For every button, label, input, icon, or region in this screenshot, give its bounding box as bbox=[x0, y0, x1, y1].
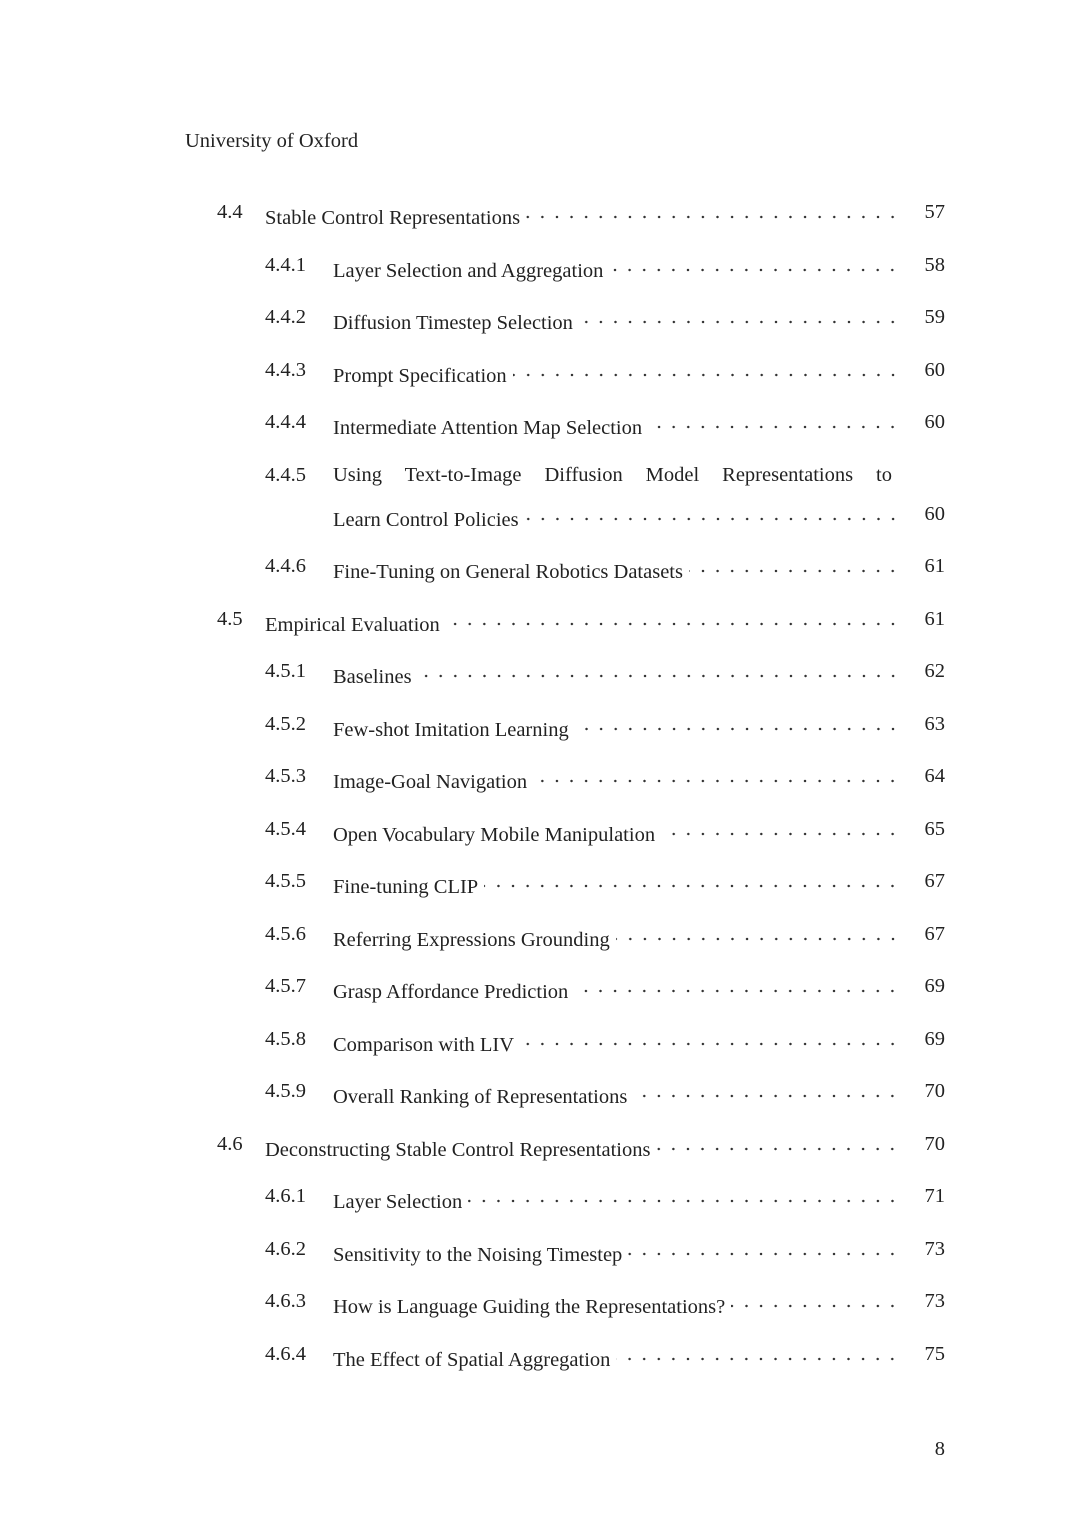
entry-body bbox=[333, 1237, 900, 1267]
dot-leader bbox=[526, 200, 900, 224]
dot-leader bbox=[628, 1237, 900, 1261]
toc-entry[interactable] bbox=[0, 1237, 1080, 1266]
entry-title[interactable]: Layer Selection and Aggregation bbox=[333, 259, 604, 282]
toc-entry[interactable] bbox=[0, 463, 1080, 531]
entry-body bbox=[333, 974, 900, 1004]
section-number: 4.6.2 bbox=[265, 1237, 306, 1260]
entry-page-number[interactable]: 59 bbox=[924, 306, 945, 328]
section-number: 4.5.6 bbox=[265, 922, 306, 945]
entry-body bbox=[265, 200, 900, 230]
entry-body bbox=[333, 358, 900, 388]
toc-entry[interactable] bbox=[0, 410, 1080, 439]
entry-page-number[interactable]: 70 bbox=[924, 1132, 945, 1155]
entry-body bbox=[333, 410, 900, 440]
entry-body bbox=[333, 1079, 900, 1109]
entry-title[interactable]: Stable Control Representations bbox=[265, 207, 521, 229]
section-number: 4.6.3 bbox=[265, 1290, 306, 1312]
dot-leader bbox=[633, 1079, 900, 1103]
entry-title[interactable]: Image-Goal Navigation bbox=[333, 771, 528, 793]
dot-leader bbox=[525, 502, 900, 526]
dot-leader bbox=[616, 1342, 900, 1366]
dot-leader bbox=[533, 764, 900, 788]
section-number: 4.5.9 bbox=[265, 1080, 306, 1102]
dot-leader bbox=[520, 1027, 900, 1051]
entry-title[interactable]: Intermediate Attention Map Selection bbox=[333, 417, 643, 439]
entry-title[interactable]: Grasp Affordance Prediction bbox=[333, 981, 569, 1003]
entry-body bbox=[333, 659, 900, 689]
dot-leader bbox=[609, 253, 900, 277]
entry-body bbox=[265, 607, 900, 637]
toc-entry[interactable] bbox=[0, 974, 1080, 1003]
entry-body bbox=[265, 1132, 900, 1162]
entry-body bbox=[333, 1184, 900, 1214]
dot-leader bbox=[656, 1132, 900, 1156]
entry-body bbox=[333, 253, 900, 283]
entry-page-number[interactable]: 67 bbox=[924, 870, 945, 892]
dot-leader bbox=[418, 659, 900, 683]
section-number: 4.5.5 bbox=[265, 870, 306, 892]
entry-title[interactable]: Overall Ranking of Representations bbox=[333, 1086, 628, 1108]
entry-body bbox=[333, 502, 900, 532]
entry-title[interactable]: Prompt Specification bbox=[333, 364, 507, 387]
section-number: 4.5.2 bbox=[265, 712, 306, 735]
entry-page-number[interactable]: 62 bbox=[924, 660, 945, 682]
entry-title-line[interactable]: Using Text-to-Image Diffusion Model Representations to bbox=[333, 463, 892, 486]
entry-body bbox=[333, 764, 900, 794]
entry-body bbox=[333, 1342, 900, 1372]
entry-page-number[interactable]: 63 bbox=[924, 712, 945, 735]
entry-page-number[interactable]: 75 bbox=[924, 1342, 945, 1365]
section-number: 4.5.7 bbox=[265, 975, 306, 997]
entry-page-number[interactable]: 64 bbox=[924, 765, 945, 787]
entry-page-number[interactable]: 60 bbox=[924, 358, 945, 381]
entry-body bbox=[333, 922, 900, 952]
section-number: 4.5.3 bbox=[265, 765, 306, 787]
toc-entry[interactable] bbox=[0, 1132, 1080, 1161]
entry-title[interactable]: The Effect of Spatial Aggregation bbox=[333, 1348, 611, 1371]
entry-page-number[interactable]: 60 bbox=[924, 411, 945, 433]
table-of-contents bbox=[0, 200, 1080, 1394]
entry-title[interactable]: Learn Control Policies bbox=[333, 508, 519, 531]
dot-leader bbox=[575, 712, 900, 736]
entry-page-number[interactable]: 69 bbox=[924, 975, 945, 997]
entry-page-number[interactable]: 65 bbox=[924, 817, 945, 840]
entry-page-number[interactable]: 67 bbox=[924, 922, 945, 945]
section-number: 4.5.8 bbox=[265, 1027, 306, 1050]
entry-title[interactable]: Fine-tuning CLIP bbox=[333, 876, 479, 898]
entry-body bbox=[333, 817, 900, 847]
entry-title[interactable]: Sensitivity to the Noising Timestep bbox=[333, 1243, 623, 1266]
entry-page-number[interactable]: 57 bbox=[924, 201, 945, 223]
toc-entry[interactable] bbox=[0, 922, 1080, 951]
entry-page-number[interactable]: 69 bbox=[924, 1027, 945, 1050]
section-number: 4.4.2 bbox=[265, 306, 306, 328]
dot-leader bbox=[648, 410, 900, 434]
section-number: 4.5 bbox=[217, 607, 243, 630]
dot-leader bbox=[616, 922, 900, 946]
section-number: 4.5.4 bbox=[265, 817, 306, 840]
entry-page-number[interactable]: 60 bbox=[924, 502, 945, 525]
entry-page-number[interactable]: 61 bbox=[924, 607, 945, 630]
entry-body bbox=[333, 1027, 900, 1057]
toc-entry[interactable] bbox=[0, 200, 1080, 229]
toc-entry[interactable] bbox=[0, 607, 1080, 636]
entry-title[interactable]: How is Language Guiding the Representations? bbox=[333, 1296, 726, 1318]
section-number: 4.6.1 bbox=[265, 1185, 306, 1207]
entry-title[interactable]: Deconstructing Stable Control Representations bbox=[265, 1138, 651, 1161]
section-number: 4.4.5 bbox=[265, 463, 306, 486]
toc-entry[interactable] bbox=[0, 305, 1080, 334]
entry-page-number[interactable]: 71 bbox=[924, 1185, 945, 1207]
section-number: 4.4.4 bbox=[265, 411, 306, 433]
toc-entry[interactable] bbox=[0, 253, 1080, 282]
entry-title[interactable]: Diffusion Timestep Selection bbox=[333, 312, 573, 334]
toc-entry[interactable] bbox=[0, 1289, 1080, 1318]
entry-title[interactable]: Open Vocabulary Mobile Manipulation bbox=[333, 823, 656, 846]
toc-entry[interactable] bbox=[0, 1342, 1080, 1371]
dot-leader bbox=[689, 554, 900, 578]
section-number: 4.5.1 bbox=[265, 660, 306, 682]
section-number: 4.4 bbox=[217, 201, 243, 223]
section-number: 4.6.4 bbox=[265, 1342, 306, 1365]
toc-entry[interactable] bbox=[0, 358, 1080, 387]
entry-page-number[interactable]: 70 bbox=[924, 1080, 945, 1102]
entry-body bbox=[333, 712, 900, 742]
toc-entry[interactable] bbox=[0, 554, 1080, 583]
entry-page-number[interactable]: 61 bbox=[924, 555, 945, 577]
entry-title[interactable]: Layer Selection bbox=[333, 1191, 463, 1213]
toc-entry[interactable] bbox=[0, 712, 1080, 741]
toc-entry[interactable] bbox=[0, 659, 1080, 688]
section-number: 4.6 bbox=[217, 1132, 243, 1155]
section-number: 4.4.3 bbox=[265, 358, 306, 381]
section-number: 4.4.1 bbox=[265, 253, 306, 276]
entry-page-number[interactable]: 73 bbox=[924, 1237, 945, 1260]
dot-leader bbox=[731, 1289, 900, 1313]
toc-entry[interactable] bbox=[0, 1079, 1080, 1108]
page-number: 8 bbox=[934, 1438, 945, 1460]
dot-leader bbox=[484, 869, 900, 893]
entry-body bbox=[333, 554, 900, 584]
entry-title[interactable]: Empirical Evaluation bbox=[265, 613, 440, 636]
entry-body bbox=[333, 1289, 900, 1319]
entry-body bbox=[333, 869, 900, 899]
dot-leader bbox=[513, 358, 900, 382]
toc-entry[interactable] bbox=[0, 1027, 1080, 1056]
dot-leader bbox=[579, 305, 900, 329]
toc-entry[interactable] bbox=[0, 764, 1080, 793]
entry-title[interactable]: Comparison with LIV bbox=[333, 1033, 515, 1056]
dot-leader bbox=[468, 1184, 900, 1208]
entry-title[interactable]: Few-shot Imitation Learning bbox=[333, 718, 569, 741]
entry-title[interactable]: Baselines bbox=[333, 666, 412, 688]
entry-page-number[interactable]: 58 bbox=[924, 253, 945, 276]
entry-title[interactable]: Fine-Tuning on General Robotics Datasets bbox=[333, 561, 683, 583]
dot-leader bbox=[661, 817, 900, 841]
entry-page-number[interactable]: 73 bbox=[924, 1290, 945, 1312]
toc-entry[interactable] bbox=[0, 817, 1080, 846]
toc-entry[interactable] bbox=[0, 1184, 1080, 1213]
entry-body bbox=[333, 305, 900, 335]
dot-leader bbox=[446, 607, 900, 631]
entry-title[interactable]: Referring Expressions Grounding bbox=[333, 928, 610, 951]
toc-entry[interactable] bbox=[0, 869, 1080, 898]
running-header: University of Oxford bbox=[185, 130, 359, 152]
section-number: 4.4.6 bbox=[265, 555, 306, 577]
dot-leader bbox=[574, 974, 900, 998]
